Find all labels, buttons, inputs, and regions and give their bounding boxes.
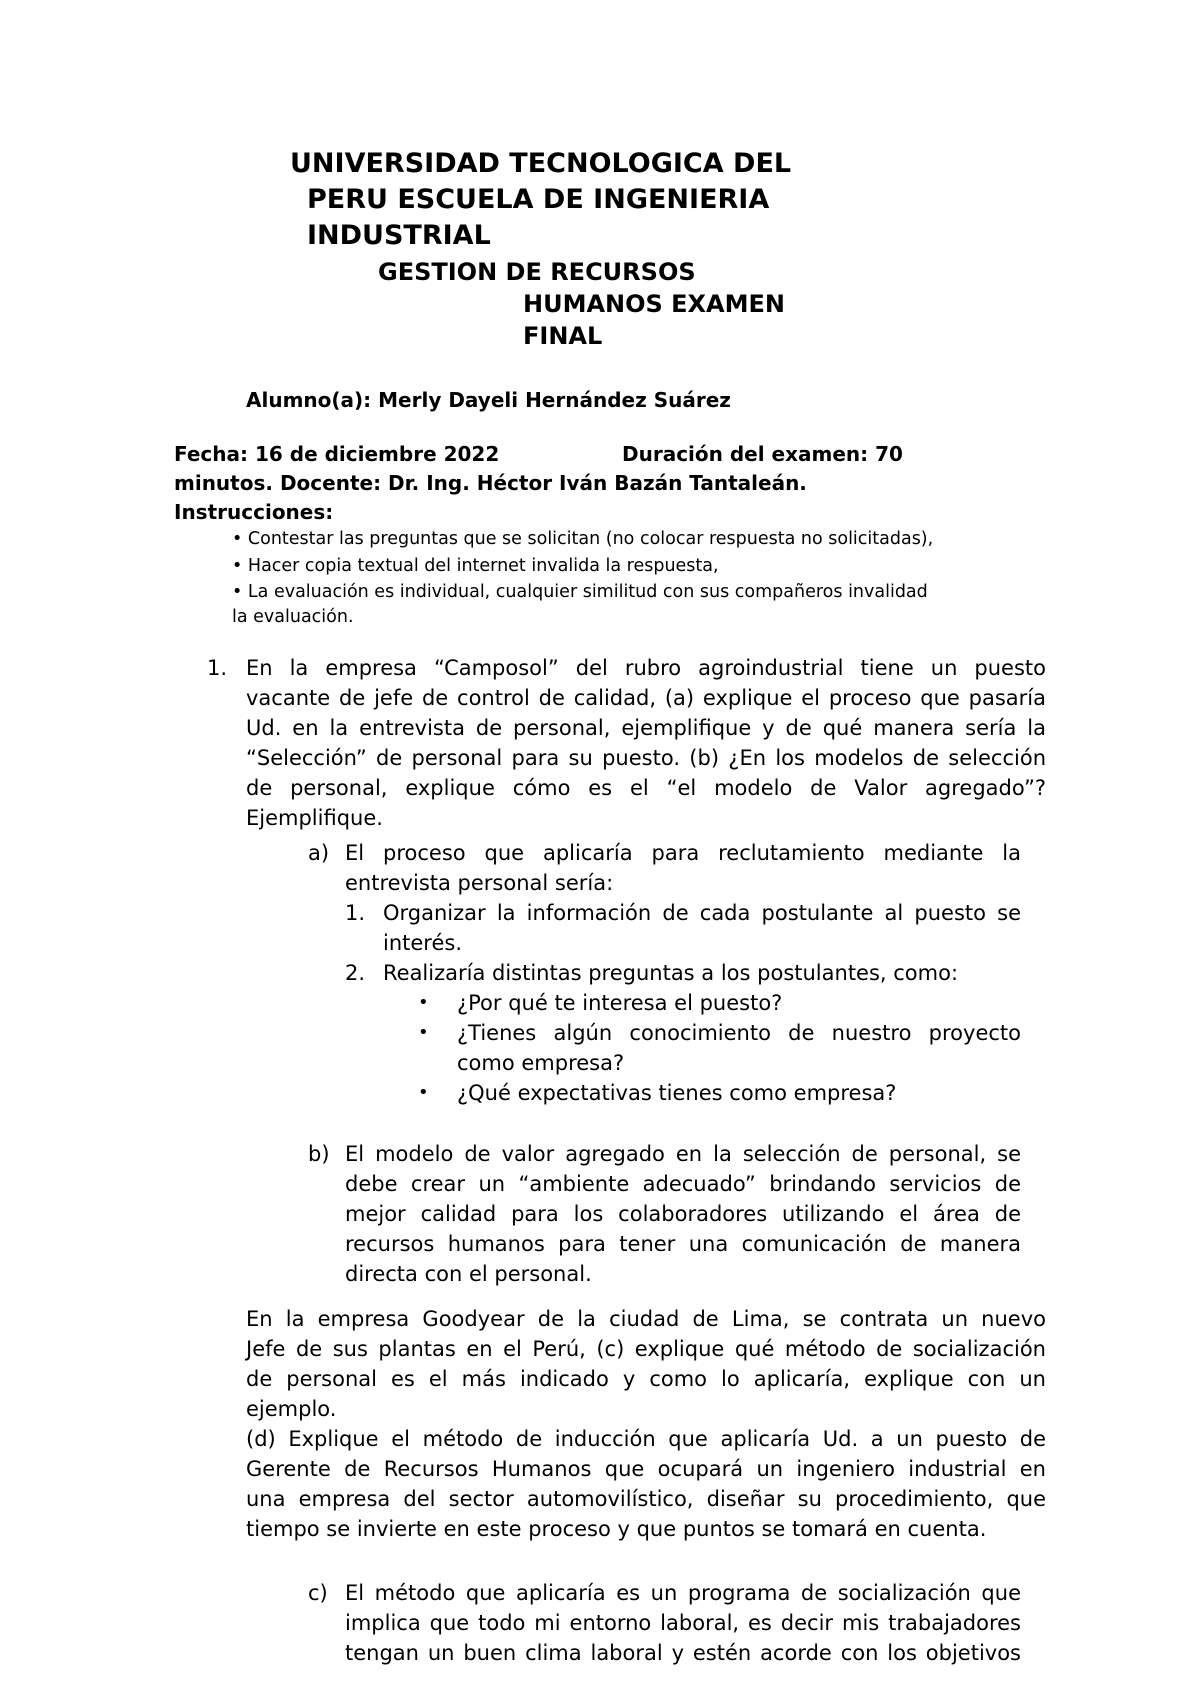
bullet-icon: • [418,1022,429,1043]
student-name: Alumno(a): Merly Dayeli Hernández Suárez [246,388,731,412]
instruction-item-continuation: la evaluación. [232,607,354,627]
bullet-icon: • [232,529,243,549]
answer-b-line: recursos humanos para tener una comunicación de manera [345,1232,1021,1256]
interview-question: ¿Qué expectativas tienes como empresa? [457,1081,897,1105]
answer-b-marker: b) [308,1142,330,1166]
question1-line: En la empresa “Camposol” del rubro agroindustrial tiene un puesto [246,656,1046,680]
instruction-item: • Hacer copia textual del internet invalida la respuesta, [232,556,719,576]
bullet-icon: • [418,992,429,1013]
answer-b-line: El modelo de valor agregado en la selección de personal, se [345,1142,1021,1166]
bullet-icon: • [232,582,243,602]
answer-c-marker: c) [308,1581,328,1605]
university-line-2: PERU ESCUELA DE INGENIERIA [307,184,770,215]
answer-a-marker: a) [308,841,330,865]
answer-b-line: debe crear un “ambiente adecuado” brindando servicios de [345,1172,1021,1196]
question-number: 1. [207,656,228,680]
question2-line: de personal es el más indicado y como lo aplicaría, explique con un [246,1367,1046,1391]
step-number: 1. [345,901,366,925]
instructions-title: Instrucciones: [174,500,334,524]
question2-line: Gerente de Recursos Humanos que ocupará un ingeniero industrial en [246,1457,1046,1481]
bullet-icon: • [232,556,243,576]
question2-line: Jefe de sus plantas en el Perú, (c) explique qué método de socialización [246,1337,1046,1361]
duration-and-teacher: minutos. Docente: Dr. Ing. Héctor Iván Bazán Tantaleán. [174,471,807,495]
interview-question: ¿Por qué te interesa el puesto? [457,991,783,1015]
university-line-3: INDUSTRIAL [307,220,491,251]
instruction-item: • Contestar las preguntas que se solicitan (no colocar respuesta no solicitadas), [232,529,934,549]
question1-line: vacante de jefe de control de calidad, (a) explique el proceso que pasaría [246,686,1046,710]
course-line-3: FINAL [523,322,603,350]
step-line: Realizaría distintas preguntas a los postulantes, como: [383,961,959,985]
answer-c-line: El método que aplicaría es un programa de socialización que [345,1581,1021,1605]
university-line-1: UNIVERSIDAD TECNOLOGICA DEL [290,148,792,179]
course-line-1: GESTION DE RECURSOS [378,258,696,286]
question2-line: tiempo se invierte en este proceso y que puntos se tomará en cuenta. [246,1517,987,1541]
question2-line: (d) Explique el método de inducción que aplicaría Ud. a un puesto de [246,1427,1046,1451]
instruction-item: • La evaluación es individual, cualquier similitud con sus compañeros invalidad [232,582,928,602]
course-line-2: HUMANOS EXAMEN [523,290,785,318]
answer-b-line: mejor calidad para los colaboradores utilizando el área de [345,1202,1021,1226]
question1-line: Ejemplifique. [246,806,383,830]
step-line: interés. [383,931,463,955]
answer-c-line: tengan un buen clima laboral y estén acorde con los objetivos [345,1641,1021,1665]
answer-b-line: directa con el personal. [345,1262,592,1286]
question1-line: “Selección” de personal para su puesto. (b) ¿En los modelos de selección [246,746,1046,770]
question2-line: ejemplo. [246,1397,337,1421]
question1-line: Ud. en la entrevista de personal, ejemplifique y de qué manera sería la [246,716,1046,740]
answer-a-line: entrevista personal sería: [345,871,614,895]
exam-date: Fecha: 16 de diciembre 2022 [174,442,500,466]
answer-a-line: El proceso que aplicaría para reclutamiento mediante la [345,841,1021,865]
bullet-icon: • [418,1082,429,1103]
exam-duration: Duración del examen: 70 [622,442,903,466]
step-line: Organizar la información de cada postulante al puesto se [383,901,1021,925]
answer-c-line: implica que todo mi entorno laboral, es decir mis trabajadores [345,1611,1021,1635]
question2-line: En la empresa Goodyear de la ciudad de Lima, se contrata un nuevo [246,1307,1046,1331]
interview-question: ¿Tienes algún conocimiento de nuestro proyecto [457,1021,1021,1045]
question1-line: de personal, explique cómo es el “el modelo de Valor agregado”? [246,776,1046,800]
interview-question-continuation: como empresa? [457,1051,625,1075]
question2-line: una empresa del sector automovilístico, diseñar su procedimiento, que [246,1487,1046,1511]
step-number: 2. [345,961,366,985]
